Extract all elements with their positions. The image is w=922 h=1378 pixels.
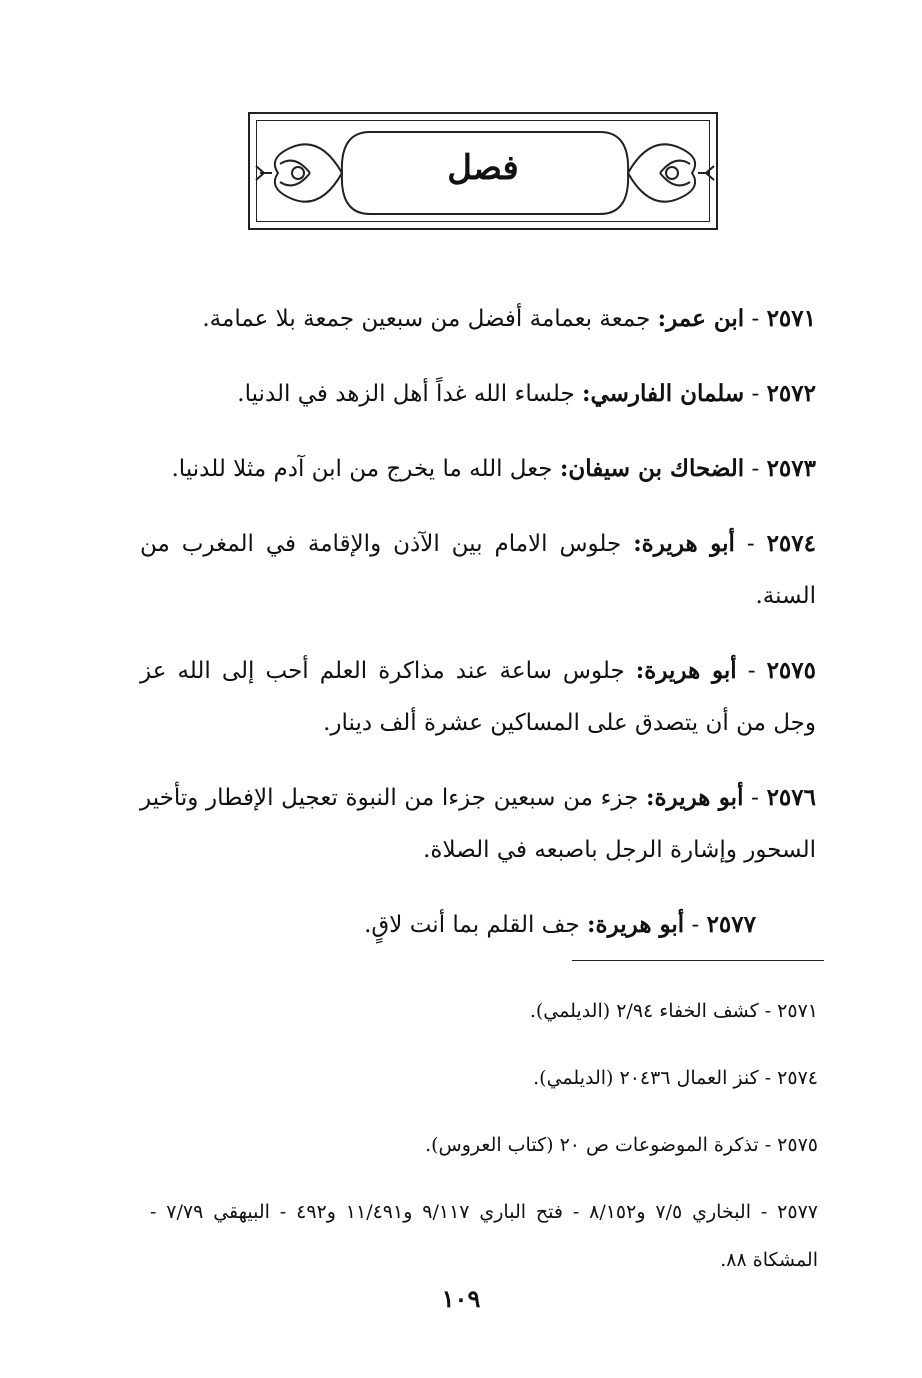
footnote-2571: ٢٥٧١ - كشف الخفاء ٢/٩٤ (الديلمي). xyxy=(529,1000,818,1022)
footnote-number: ٢٥٧١ xyxy=(777,1000,818,1022)
entry-2577: ٢٥٧٧ - أبو هريرة: جف القلم بما أنت لاقٍ. xyxy=(364,911,756,938)
entry-2573: ٢٥٧٣ - الضحاك بن سيفان: جعل الله ما يخرج من ابن آدم مثلا للدنيا. xyxy=(171,455,816,482)
entry-2574: ٢٥٧٤ - أبو هريرة: جلوس الامام بين الآذن والإقامة في المغرب من السنة. xyxy=(140,530,816,609)
entry-number: ٢٥٧٤ xyxy=(766,530,816,557)
entry-text: جلساء الله غداً أهل الزهد في الدنيا. xyxy=(237,381,575,407)
footnote-2575: ٢٥٧٥ - تذكرة الموضوعات ص ٢٠ (كتاب العروس). xyxy=(425,1134,818,1156)
entry-author: أبو هريرة: xyxy=(645,784,744,811)
entry-number: ٢٥٧٦ xyxy=(766,784,816,811)
entry-author: ابن عمر: xyxy=(657,305,745,332)
entry-2576: ٢٥٧٦ - أبو هريرة: جزء من سبعين جزءا من النبوة تعجيل الإفطار وتأخير السحور وإشارة الرجل باصبعه في الصلاة. xyxy=(140,784,816,863)
footnote-text: تذكرة الموضوعات ص ٢٠ (كتاب العروس). xyxy=(425,1134,759,1156)
entry-2575: ٢٥٧٥ - أبو هريرة: جلوس ساعة عند مذاكرة العلم أحب إلى الله عز وجل من أن يتصدق على المساكين عشرة ألف دينار. xyxy=(140,657,816,736)
section-title: فصل xyxy=(447,148,519,188)
entry-number: ٢٥٧٧ xyxy=(706,911,756,938)
entry-text: جعل الله ما يخرج من ابن آدم مثلا للدنيا. xyxy=(171,456,553,482)
footnote-text: البخاري ٧/٥ و٨/١٥٢ - فتح الباري ٩/١١٧ و١١/٤٩١ و٤٩٢ - البيهقي ٧/٧٩ - المشكاة ٨٨. xyxy=(150,1201,818,1271)
entries-list xyxy=(140,270,816,962)
entry-author: سلمان الفارسي: xyxy=(582,380,745,407)
entry-number: ٢٥٧١ xyxy=(766,305,816,332)
entry-2571: ٢٥٧١ - ابن عمر: جمعة بعمامة أفضل من سبعين جمعة بلا عمامة. xyxy=(202,305,816,332)
footnote-number: ٢٥٧٤ xyxy=(777,1067,818,1089)
footnote-2577: ٢٥٧٧ - البخاري ٧/٥ و٨/١٥٢ - فتح الباري ٩/١١٧ و١١/٤٩١ و٤٩٢ - البيهقي ٧/٧٩ - المشكاة ٨٨. xyxy=(150,1201,818,1271)
entry-text: جمعة بعمامة أفضل من سبعين جمعة بلا عمامة. xyxy=(202,306,651,332)
entry-text: جف القلم بما أنت لاقٍ. xyxy=(364,912,580,938)
footnote-divider xyxy=(572,960,824,961)
entry-2572: ٢٥٧٢ - سلمان الفارسي: جلساء الله غداً أهل الزهد في الدنيا. xyxy=(237,380,816,407)
footnote-number: ٢٥٧٥ xyxy=(777,1134,818,1156)
entry-number: ٢٥٧٣ xyxy=(766,455,816,482)
entry-text: جزء من سبعين جزءا من النبوة تعجيل الإفطار وتأخير السحور وإشارة الرجل باصبعه في الصلاة. xyxy=(140,785,816,863)
entry-text: جلوس الامام بين الآذن والإقامة في المغرب من السنة. xyxy=(140,531,816,609)
footnote-text: كنز العمال ٢٠٤٣٦ (الديلمي). xyxy=(533,1067,759,1089)
entry-author: أبو هريرة: xyxy=(635,657,737,684)
entry-author: أبو هريرة: xyxy=(633,530,735,557)
ornamental-header-frame xyxy=(248,112,718,230)
footnote-number: ٢٥٧٧ xyxy=(777,1201,818,1223)
entry-author: الضحاك بن سيفان: xyxy=(559,455,745,482)
entry-number: ٢٥٧٢ xyxy=(766,380,816,407)
entry-text: جلوس ساعة عند مذاكرة العلم أحب إلى الله عز وجل من أن يتصدق على المساكين عشرة ألف دينار. xyxy=(140,658,816,736)
footnotes-list xyxy=(150,968,818,1288)
page-number: ١٠٩ xyxy=(441,1284,481,1313)
entry-author: أبو هريرة: xyxy=(587,911,685,938)
footnote-text: كشف الخفاء ٢/٩٤ (الديلمي). xyxy=(529,1000,759,1022)
entry-number: ٢٥٧٥ xyxy=(766,657,816,684)
footnote-2574: ٢٥٧٤ - كنز العمال ٢٠٤٣٦ (الديلمي). xyxy=(533,1067,818,1089)
